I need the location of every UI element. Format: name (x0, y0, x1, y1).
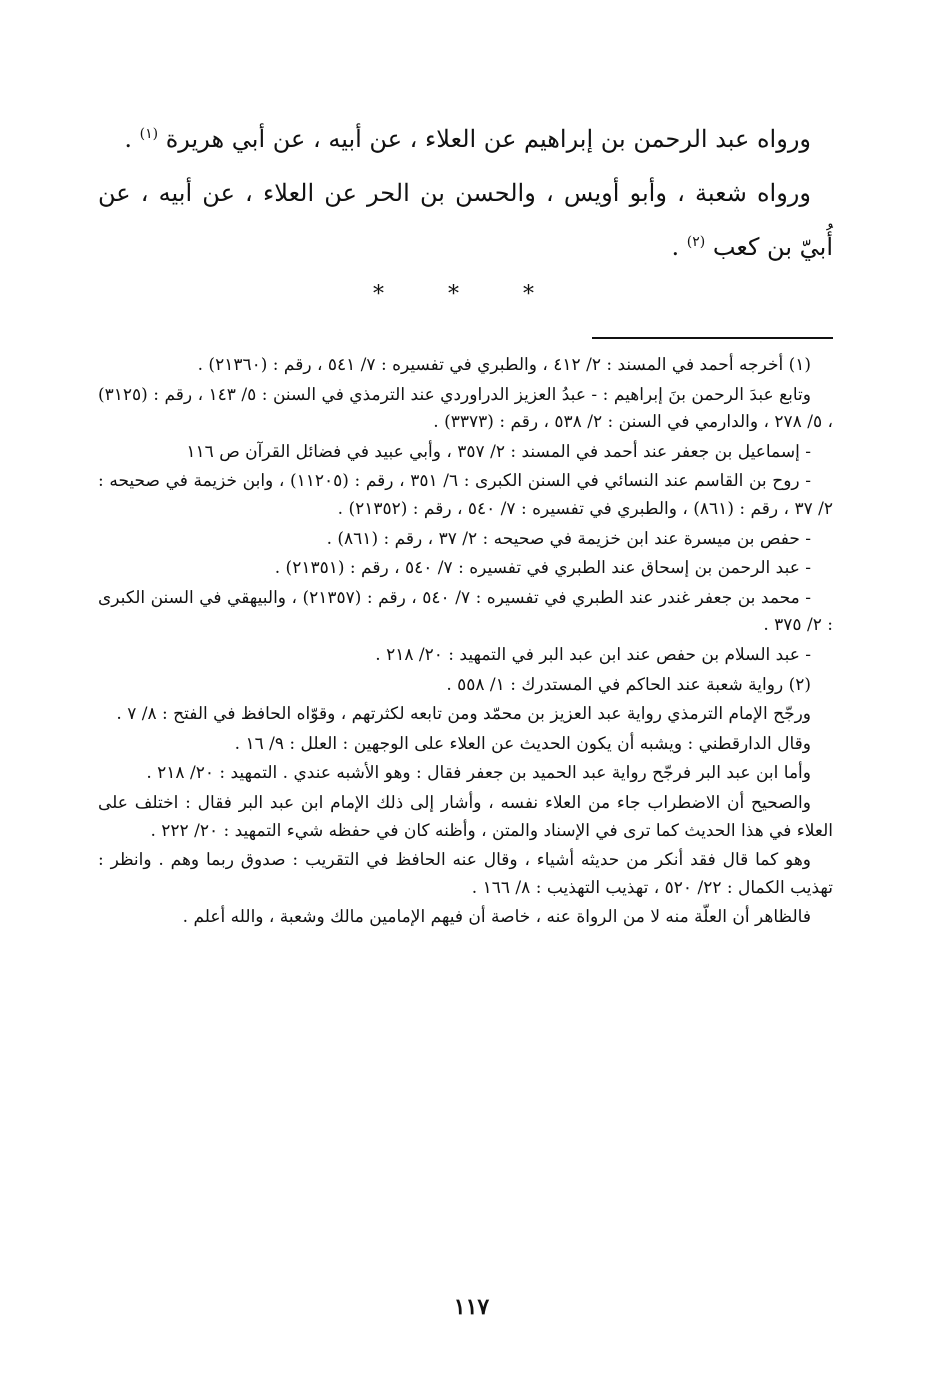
main-paragraph-2 (98, 166, 833, 274)
main-paragraph-1-end: . (124, 125, 132, 153)
footnote-divider (592, 337, 833, 339)
footnote-line: وهو كما قال فقد أنكر من حديثه أشياء ، وقال عنه الحافظ في التقريب : صدوق ربما وهم . وانظر : تهذيب الكمال : ٢٢/ ٥٢٠ ، تهذيب التهذيب : ٨/ ١٦٦ . (98, 850, 833, 898)
footnote-line: - حفص بن ميسرة عند ابن خزيمة في صحيحه : ٢/ ٣٧ ، رقم : (٨٦١) . (326, 528, 811, 549)
footnote-line: - روح بن القاسم عند النسائي في السنن الكبرى : ٦/ ٣٥١ ، رقم : (١١٢٠٥) ، وابن خزيمة في صحيحه : ٢/ ٣٧ ، رقم : (٨٦١) ، والطبري في تفسيره : ٧/ ٥٤٠ ، رقم : (٢١٣٥٢) . (98, 471, 833, 519)
asterisk-ornament: * (523, 282, 570, 307)
page-number: ١١٧ (453, 1294, 490, 1320)
footnote-ref-1: (١) (139, 126, 159, 142)
footnote-line: والصحيح أن الاضطراب جاء من العلاء نفسه ، وأشار إلى ذلك الإمام ابن عبد البر فقال : اختلف على العلاء في هذا الحديث كما ترى في الإسناد والمتن ، وأظنه كان في حفظه شيء التمهيد : ٢٠/ ٢٢٢ . (98, 792, 833, 841)
section-separator (0, 282, 943, 307)
footnote-line: وتابع عبدَ الرحمن بنَ إبراهيم : - عبدُ العزيز الدراوردي عند الترمذي في السنن : ٥/ ١٤٣ ، رقم : (٣١٢٥) ، ٥/ ٢٧٨ ، والدارمي في السنن : ٢/ ٥٣٨ ، رقم : (٣٣٧٣) . (98, 384, 833, 433)
main-paragraph-1-text: ورواه عبد الرحمن بن إبراهيم عن العلاء ، عن أبيه ، عن أبي هريرة (165, 125, 811, 153)
footnote-line: فالظاهر أن العلّة منه لا من الرواة عنه ، خاصة أن فيهم الإمامين مالك وشعبة ، والله أعلم . (182, 907, 811, 928)
asterisk-ornament: * (448, 282, 495, 307)
footnotes (98, 352, 833, 934)
footnote-line: وقال الدارقطني : ويشبه أن يكون الحديث عن العلاء على الوجهين : العلل : ٩/ ١٦ . (234, 733, 811, 754)
asterisk-ornament: * (373, 282, 420, 307)
footnote-line: (٢) رواية شعبة عند الحاكم في المستدرك : ١/ ٥٥٨ . (446, 674, 811, 695)
footnote-line: - عبد الرحمن بن إسحاق عند الطبري في تفسيره : ٧/ ٥٤٠ ، رقم : (٢١٣٥١) . (274, 558, 811, 579)
main-text (98, 112, 833, 274)
footnote-line: وأما ابن عبد البر فرجّح رواية عبد الحميد بن جعفر فقال : وهو الأشبه عندي . التمهيد : ٢٠/ ٢١٨ . (146, 763, 811, 784)
main-paragraph-2-text: ورواه شعبة ، وأبو أويس ، والحسن بن الحر عن العلاء ، عن أبيه ، عن أُبيّ بن كعب (98, 179, 833, 261)
footnote-line: (١) أخرجه أحمد في المسند : ٢/ ٤١٢ ، والطبري في تفسيره : ٧/ ٥٤١ ، رقم : (٢١٣٦٠) . (197, 355, 811, 375)
footnote-line: ورجّح الإمام الترمذي رواية عبد العزيز بن محمّد ومن تابعه لكثرتهم ، وقوّاه الحافظ في الفتح : ٨/ ٧ . (116, 704, 811, 725)
footnote-line: - محمد بن جعفر غندر عند الطبري في تفسيره : ٧/ ٥٤٠ ، رقم : (٢١٣٥٧) ، والبيهقي في السنن الكبرى : ٢/ ٣٧٥ . (98, 587, 833, 636)
main-paragraph-2-end: . (671, 233, 680, 261)
footnote-line: - إسماعيل بن جعفر عند أحمد في المسند : ٢/ ٣٥٧ ، وأبي عبيد في فضائل القرآن ص ١١٦ (186, 441, 811, 462)
footnote-line: - عبد السلام بن حفص عند ابن عبد البر في التمهيد : ٢٠/ ٢١٨ . (375, 644, 811, 665)
main-paragraph-1 (98, 112, 833, 166)
footnote-ref-2: (٢) (686, 234, 706, 250)
